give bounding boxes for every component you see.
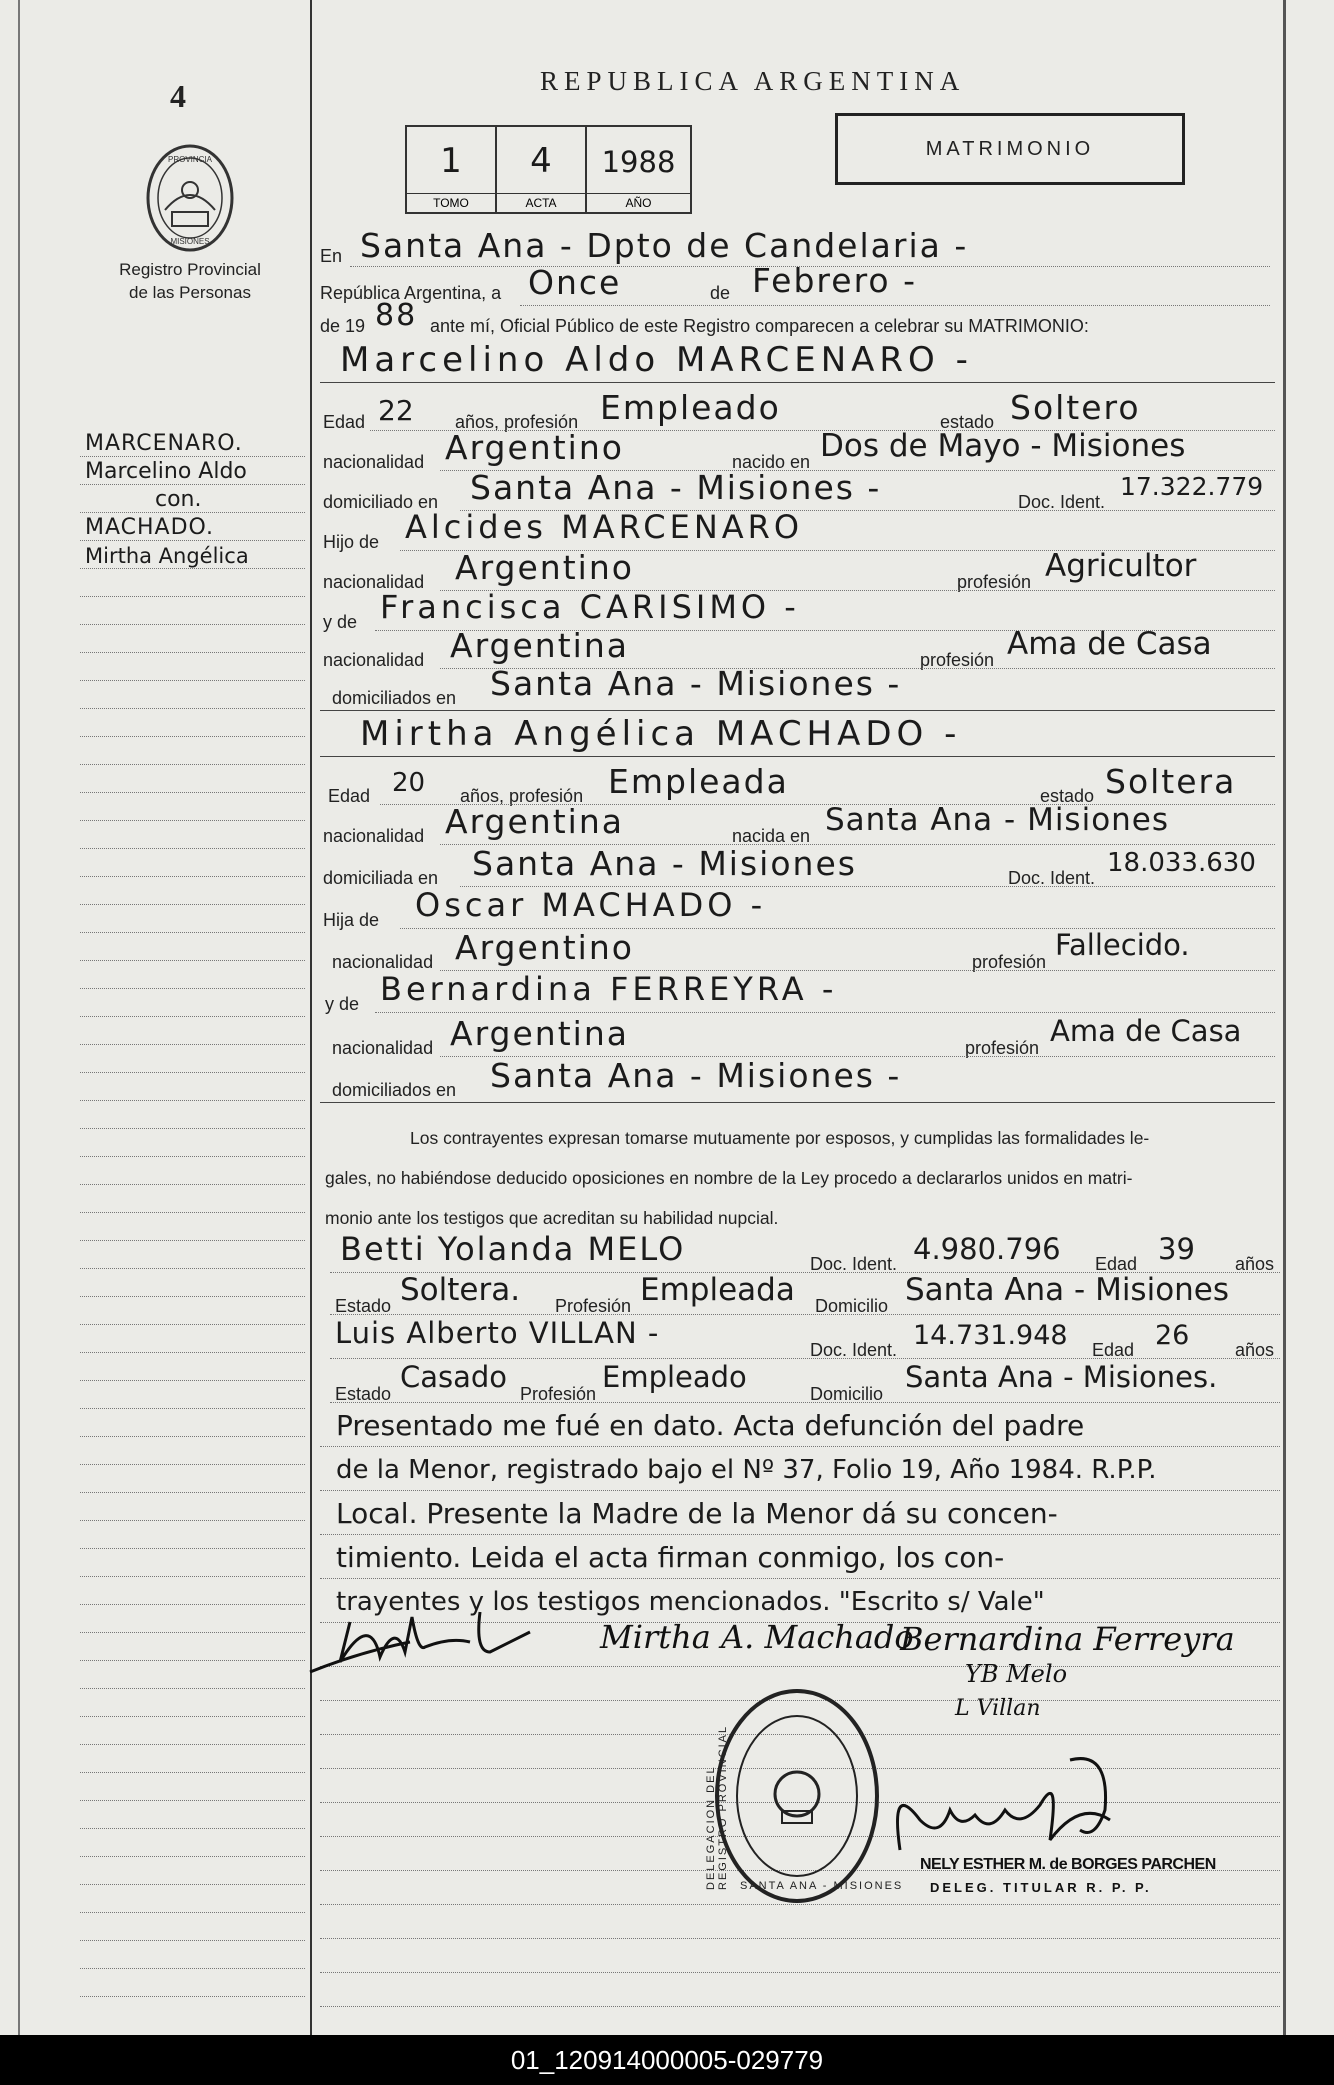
groom-doc: 17.322.779 <box>1120 472 1264 501</box>
groom-doc-label: Doc. Ident. <box>1018 492 1106 512</box>
groom-mother-nac: Argentina <box>450 626 629 665</box>
seal-text-bottom: MISIONES <box>170 237 210 246</box>
groom-nacionalidad: Argentino <box>445 428 624 467</box>
footer-strip <box>0 2035 1334 2085</box>
witness2-estado-label: Estado <box>335 1384 392 1404</box>
witness1-estado-label: Estado <box>335 1296 392 1316</box>
witness2-doc-label: Doc. Ident. <box>810 1340 898 1360</box>
bride-mother-nac-label: nacionalidad <box>332 1038 434 1058</box>
bride-domicilio: Santa Ana - Misiones <box>472 844 857 883</box>
margin-note-line2: Marcelino Aldo <box>85 459 247 484</box>
witness2-edad: 26 <box>1155 1320 1190 1351</box>
margin-note-line4: MACHADO. <box>85 515 214 540</box>
groom-edad-label: Edad <box>323 412 366 432</box>
tomo-label: TOMO <box>407 193 495 212</box>
witness1-edad: 39 <box>1158 1232 1195 1266</box>
ano-label: AÑO <box>587 193 690 212</box>
notes-line1: Presentado me fué en dato. Acta defunción del padre <box>336 1409 1085 1442</box>
witness2-doc: 14.731.948 <box>913 1320 1068 1351</box>
witness1-anos-label: años <box>1235 1254 1275 1274</box>
bride-doc: 18.033.630 <box>1107 848 1256 878</box>
bride-mother-nac: Argentina <box>450 1014 629 1053</box>
bride-mother-label: y de <box>325 994 360 1014</box>
bride-father-prof-label: profesión <box>972 952 1047 972</box>
groom-nac-label: nacionalidad <box>323 452 425 472</box>
seal-text-top: PROVINCIA <box>167 155 213 164</box>
bride-edad-label: Edad <box>328 786 371 806</box>
groom-nacido-label: nacido en <box>732 452 811 472</box>
groom-mother-prof-label: profesión <box>920 650 995 670</box>
tomo-value: 1 <box>440 141 462 181</box>
witness1-name: Betti Yolanda MELO <box>340 1230 686 1268</box>
groom-mother-prof: Ama de Casa <box>1007 626 1212 662</box>
bride-father-label: Hija de <box>323 910 380 930</box>
ano-value: 1988 <box>601 145 676 179</box>
left-edge-line <box>18 0 20 2035</box>
witness1-dom: Santa Ana - Misiones <box>905 1272 1230 1308</box>
acta-label: ACTA <box>497 193 585 212</box>
groom-signature <box>300 1592 560 1682</box>
bride-nacionalidad: Argentina <box>445 802 624 841</box>
year-suffix: 88 <box>375 298 418 333</box>
groom-mother: Francisca CARISIMO - <box>380 588 800 626</box>
officer-name: NELY ESTHER M. de BORGES PARCHEN <box>920 1856 1216 1873</box>
seal-text-bottom: SANTA ANA - MISIONES <box>740 1880 904 1892</box>
bride-profesion: Empleada <box>608 762 789 801</box>
bride-father-prof: Fallecido. <box>1055 928 1190 962</box>
notes-line2: de la Menor, registrado bajo el Nº 37, Folio 19, Año 1984. R.P.P. <box>336 1455 1157 1485</box>
en-label: En <box>320 246 343 266</box>
year-prefix: de 19 <box>320 316 366 336</box>
groom-estado: Soltero <box>1010 388 1141 427</box>
witness2-dom-label: Domicilio <box>810 1384 884 1404</box>
bride-parents-dom-label: domiciliados en <box>332 1080 457 1100</box>
margin-note-line1: MARCENARO. <box>85 431 243 456</box>
bride-father: Oscar MACHADO - <box>415 886 767 924</box>
witness2-name: Luis Alberto VILLAN - <box>335 1316 660 1350</box>
record-type-box: MATRIMONIO <box>835 113 1185 185</box>
country-header: REPUBLICA ARGENTINA <box>540 66 966 96</box>
notes-line4: timiento. Leida el acta firman conmigo, los con- <box>336 1541 1005 1574</box>
groom-mother-label: y de <box>323 612 358 632</box>
registry-name-line1: Registro Provincial <box>119 260 261 279</box>
statement: ante mí, Oficial Público de este Registro comparecen a celebrar su MATRIMONIO: <box>430 316 1089 336</box>
bride-doc-label: Doc. Ident. <box>1008 868 1096 888</box>
bride-nac-label: nacionalidad <box>323 826 425 846</box>
groom-father-prof: Agricultor <box>1045 548 1197 584</box>
month-value: Febrero - <box>752 261 918 300</box>
day-value: Once <box>528 263 622 302</box>
notes-line5: trayentes y los testigos mencionados. "Escrito s/ Vale" <box>336 1587 1045 1617</box>
bride-anos-label: años, profesión <box>460 786 584 806</box>
place-value: Santa Ana - Dpto de Candelaria - <box>360 226 969 265</box>
declaration-line1: Los contrayentes expresan tomarse mutuamente por esposos, y cumplidas las formalidades le- <box>410 1128 1150 1148</box>
footer-id: 01_120914000005-029779 <box>510 2045 824 2075</box>
groom-father-nac-label: nacionalidad <box>323 572 425 592</box>
notes-line3: Local. Presente la Madre de la Menor dá su concen- <box>336 1497 1058 1530</box>
witness2-estado: Casado <box>400 1360 508 1394</box>
declaration-line2: gales, no habiéndose deducido oposiciones en nombre de la Ley procedo a declararlos unidos en matri- <box>325 1168 1133 1188</box>
margin-note <box>85 430 249 570</box>
groom-estado-label: estado <box>940 412 995 432</box>
right-edge-line <box>1283 0 1286 2035</box>
groom-mother-nac-label: nacionalidad <box>323 650 425 670</box>
bride-mother-prof-label: profesión <box>965 1038 1040 1058</box>
bride-father-nac-label: nacionalidad <box>332 952 434 972</box>
margin-note-line3: con. <box>155 487 202 512</box>
bride-estado-label: estado <box>1040 786 1095 806</box>
mother-signature: Bernardina Ferreyra <box>900 1620 1235 1658</box>
groom-parents-dom-label: domiciliados en <box>332 688 457 708</box>
groom-domicilio-label: domiciliado en <box>323 492 439 512</box>
republic-label: República Argentina, a <box>320 283 502 303</box>
margin-note-line5: Mirtha Angélica <box>85 544 249 568</box>
bride-edad: 20 <box>392 768 426 798</box>
groom-domicilio: Santa Ana - Misiones - <box>470 468 882 507</box>
groom-father-label: Hijo de <box>323 532 380 552</box>
witness2-dom: Santa Ana - Misiones. <box>905 1360 1218 1394</box>
officer-title: DELEG. TITULAR R. P. P. <box>930 1880 1152 1895</box>
groom-nacido: Dos de Mayo - Misiones <box>820 428 1186 464</box>
seal-text: DELEGACION DEL REGISTRO PROVINCIAL <box>705 1724 729 1890</box>
groom-father-prof-label: profesión <box>957 572 1032 592</box>
groom-anos-label: años, profesión <box>455 412 579 432</box>
officer-signature <box>880 1740 1150 1860</box>
witness2-prof: Empleado <box>602 1360 747 1394</box>
witness1-doc: 4.980.796 <box>913 1232 1061 1266</box>
bride-parents-dom: Santa Ana - Misiones - <box>490 1056 902 1095</box>
bride-mother-prof: Ama de Casa <box>1050 1014 1242 1048</box>
bride-nacida: Santa Ana - Misiones <box>825 802 1170 838</box>
witness1-prof: Empleada <box>640 1272 795 1308</box>
groom-name: Marcelino Aldo MARCENARO - <box>340 340 973 380</box>
groom-father-nac: Argentino <box>455 548 634 587</box>
witness1-prof-label: Profesión <box>555 1296 632 1316</box>
page-number: 4 <box>170 78 186 114</box>
witness1-edad-label: Edad <box>1095 1254 1138 1274</box>
bride-mother: Bernardina FERREYRA - <box>380 970 838 1008</box>
de-label: de <box>710 283 731 303</box>
bride-domicilio-label: domiciliada en <box>323 868 439 888</box>
witness1-dom-label: Domicilio <box>815 1296 889 1316</box>
margin-line <box>310 0 312 2035</box>
bride-estado: Soltera <box>1105 762 1237 801</box>
witness1-signature: YB Melo <box>965 1660 1068 1688</box>
bride-father-nac: Argentino <box>455 928 634 967</box>
acta-value: 4 <box>530 141 552 181</box>
bride-nacida-label: nacida en <box>732 826 811 846</box>
bride-signature: Mirtha A. Machado <box>600 1618 914 1656</box>
bride-name: Mirtha Angélica MACHADO - <box>360 714 962 754</box>
declaration-line3: monio ante los testigos que acreditan su habilidad nupcial. <box>325 1208 779 1228</box>
groom-father: Alcides MARCENARO <box>405 508 804 546</box>
margin-ruled-lines <box>80 0 305 2035</box>
witness2-anos-label: años <box>1235 1340 1275 1360</box>
groom-parents-dom: Santa Ana - Misiones - <box>490 664 902 703</box>
registry-name-line2: de las Personas <box>129 283 251 302</box>
witness1-doc-label: Doc. Ident. <box>810 1254 898 1274</box>
groom-profesion: Empleado <box>600 388 781 427</box>
witness2-signature: L Villan <box>955 1696 1041 1721</box>
witness2-edad-label: Edad <box>1092 1340 1135 1360</box>
witness1-estado: Soltera. <box>400 1272 521 1308</box>
groom-edad: 22 <box>378 394 414 427</box>
witness2-prof-label: Profesión <box>520 1384 597 1404</box>
